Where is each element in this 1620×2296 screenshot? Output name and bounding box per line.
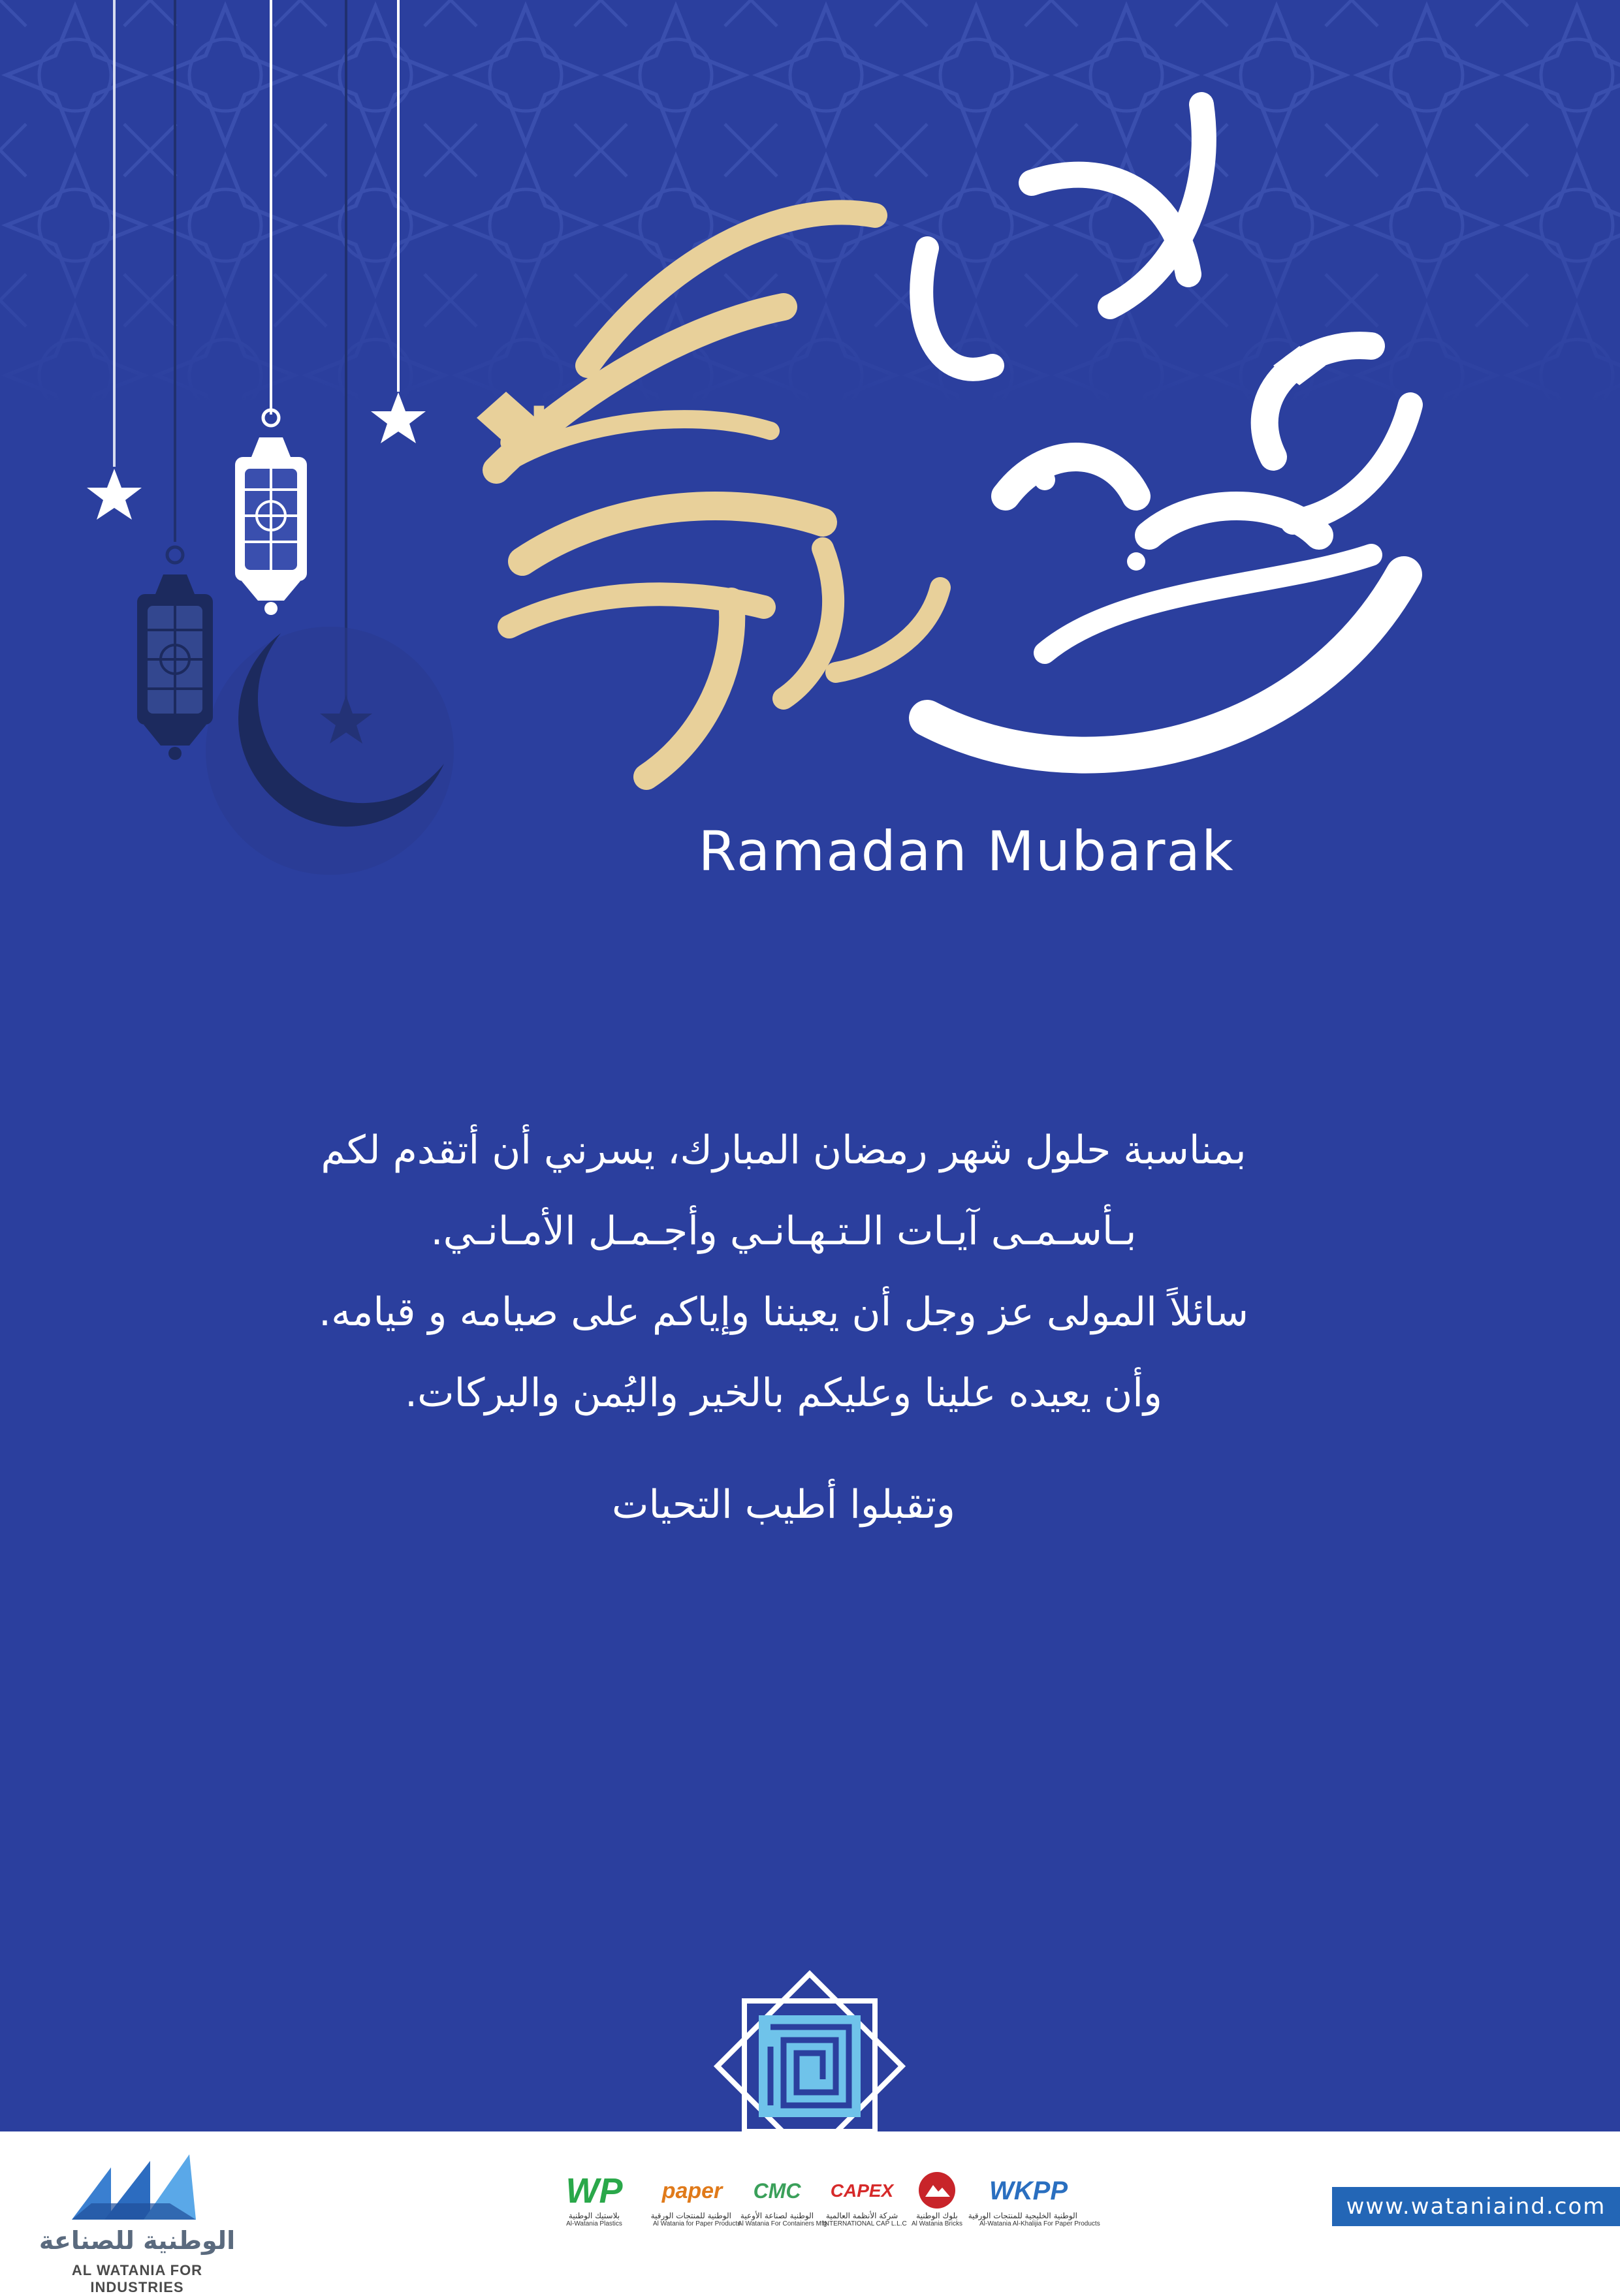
calligraphy-title <box>0 0 1620 823</box>
message-line: بمناسبة حلول شهر رمضان المبارك، يسرني أن أتقدم لكم <box>321 1127 1247 1173</box>
brand-logo-bricks <box>898 2171 976 2242</box>
message-line: بـأسـمـى آيـات الـتـهـانـي وأجـمـل الأمـانـي. <box>430 1208 1137 1254</box>
company-name-en: AL WATANIA FOR INDUSTRIES <box>71 2262 203 2295</box>
message-line: سائلاً المولى عز وجل أن يعيننا وإياكم على صيامه و قيامه. <box>319 1289 1248 1335</box>
company-logo-icon <box>65 2148 215 2226</box>
brand-caption-en: Al Watania Bricks <box>912 2220 962 2227</box>
brand-logo-paper <box>650 2171 741 2242</box>
brand-logo-wkpp <box>968 2171 1100 2242</box>
closing-line: وتقبلوا أطيب التحيات <box>612 1482 955 1528</box>
greeting-message <box>196 1110 1371 1434</box>
brand-caption-ar: الوطنية للمنتجات الورقية <box>650 2211 731 2220</box>
brand-mark: WKPP <box>989 2177 1068 2205</box>
brand-caption-ar: شركة الأنظمة العالمية <box>825 2211 898 2220</box>
brand-caption-en: INTERNATIONAL CAP L.L.C <box>823 2220 907 2227</box>
brand-logo-wp <box>555 2171 633 2242</box>
brand-caption-en: Al-Watania Al-Khalijia For Paper Products <box>979 2220 1100 2227</box>
brand-mark <box>898 2171 976 2211</box>
brand-mark: CMC <box>753 2179 801 2203</box>
brand-logo-capex <box>823 2171 907 2242</box>
brand-caption-ar: بلاستيك الوطنية <box>568 2211 620 2220</box>
brand-caption-en: Al Watania for Paper Products <box>653 2220 741 2227</box>
kufic-emblem-icon <box>718 1975 901 2158</box>
brand-caption-ar: الوطنية الخليجية للمنتجات الورقية <box>968 2211 1077 2220</box>
subtitle: Ramadan Mubarak <box>698 819 1235 883</box>
brand-caption-ar: الوطنية لصناعة الأوعية <box>740 2211 814 2220</box>
bricks-icon <box>917 2171 957 2210</box>
brand-caption-en: Al Watania For Containers Mfg <box>738 2220 827 2227</box>
message-line: وأن يعيده علينا وعليكم بالخير واليُمن والبركات. <box>405 1370 1162 1416</box>
brand-mark: paper <box>661 2178 723 2203</box>
brand-caption-en: Al-Watania Plastics <box>566 2220 622 2227</box>
website-url[interactable]: www.wataniaind.com <box>1332 2187 1620 2226</box>
brand-mark: CAPEX <box>830 2180 894 2201</box>
calligraphy-kaf: ك <box>496 396 550 465</box>
brand-logo-cmc <box>738 2171 827 2242</box>
brand-caption-ar: بلوك الوطنية <box>916 2211 958 2220</box>
footer <box>0 2131 1620 2295</box>
company-name-ar: الوطنية للصناعة <box>39 2226 236 2255</box>
brand-mark: WP <box>565 2171 623 2210</box>
